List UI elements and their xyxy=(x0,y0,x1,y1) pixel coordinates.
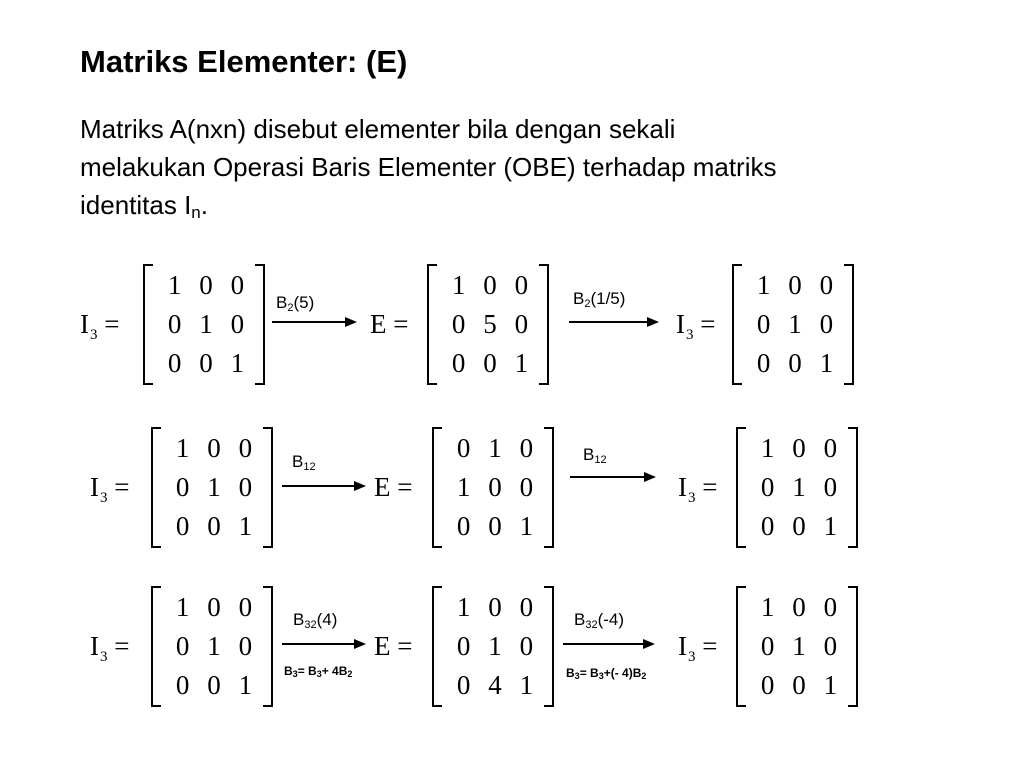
definition-line-2: melakukan Operasi Baris Elementer (OBE) terhadap matriks xyxy=(80,152,777,182)
matrix-cell: 0 xyxy=(456,631,471,661)
identity-label: $I_3$ = xyxy=(678,631,718,665)
matrix-cell: 0 xyxy=(756,348,771,378)
matrix-cell: 1 xyxy=(456,592,471,622)
matrix-cell: 0 xyxy=(823,433,838,463)
equation-row-3 xyxy=(90,584,860,709)
identity-matrix xyxy=(151,425,273,550)
matrix-cell: 0 xyxy=(823,631,838,661)
operation-label: $B_2(1/5)$ xyxy=(573,289,626,310)
operation-label: $B_{32}(4)$ xyxy=(293,610,338,631)
matrix-cell: 0 xyxy=(514,270,529,300)
matrix-cell: 0 xyxy=(788,348,802,378)
operation-note: $B_3= B_3+(-$ $4)B_2$ xyxy=(566,666,647,681)
matrix-cell: 1 xyxy=(792,472,806,502)
matrix-cell: 0 xyxy=(175,511,190,541)
operation-label: $B_{12}$ xyxy=(292,452,316,473)
identity-label: $I_3$ = xyxy=(80,309,120,343)
matrix-cell: 0 xyxy=(456,670,471,700)
matrix-cell: 1 xyxy=(519,670,534,700)
matrix-cell: 0 xyxy=(788,270,802,300)
matrix-cell: 0 xyxy=(175,472,190,502)
matrix-cell: 0 xyxy=(792,511,806,541)
matrix-cell: 1 xyxy=(514,348,529,378)
matrix-cell: 1 xyxy=(199,309,213,339)
matrix-cell: 1 xyxy=(230,348,245,378)
matrix-cell: 4 xyxy=(488,670,502,700)
matrix-cell: 1 xyxy=(819,348,834,378)
arrow-icon xyxy=(570,469,656,485)
arrow-icon xyxy=(569,314,659,330)
matrix-cell: 0 xyxy=(238,631,253,661)
matrix-cell: 0 xyxy=(792,592,806,622)
matrix-cell: 0 xyxy=(760,472,775,502)
elementary-label: E = xyxy=(370,309,409,339)
equation-row-2 xyxy=(90,425,860,550)
matrix-cell: 1 xyxy=(788,309,802,339)
matrix-cell: 0 xyxy=(238,592,253,622)
arrow-icon xyxy=(282,636,366,652)
identity-label: $I_3$ = xyxy=(90,472,130,506)
matrix-cell: 1 xyxy=(238,670,253,700)
elementary-matrix xyxy=(432,425,554,550)
equation-row-1 xyxy=(80,262,860,387)
matrix-cell: 0 xyxy=(483,270,497,300)
matrix-cell: 1 xyxy=(760,433,775,463)
matrix-cell: 0 xyxy=(207,592,221,622)
matrix-cell: 0 xyxy=(199,270,213,300)
operation-label: $B_{12}$ xyxy=(583,445,607,466)
elementary-label: E = xyxy=(374,472,413,502)
matrix-cell: 0 xyxy=(819,270,834,300)
identity-label: $I_3$ = xyxy=(90,631,130,665)
matrix-cell: 0 xyxy=(519,592,534,622)
matrix-cell: 0 xyxy=(167,348,182,378)
matrix-cell: 0 xyxy=(823,472,838,502)
matrix-cell: 1 xyxy=(823,511,838,541)
matrix-cell: 1 xyxy=(451,270,466,300)
matrix-cell: 0 xyxy=(238,433,253,463)
matrix-cell: 0 xyxy=(175,670,190,700)
matrix-cell: 0 xyxy=(519,631,534,661)
matrix-cell: 0 xyxy=(483,348,497,378)
matrix-cell: 1 xyxy=(175,433,190,463)
matrix-cell: 0 xyxy=(488,511,502,541)
matrix-cell: 0 xyxy=(175,631,190,661)
matrix-cell: 0 xyxy=(199,348,213,378)
matrix-cell: 0 xyxy=(207,670,221,700)
matrix-cell: 1 xyxy=(760,592,775,622)
operation-label: $B_2(5)$ xyxy=(276,293,315,314)
matrix-cell: 1 xyxy=(207,631,221,661)
matrix-cell: 0 xyxy=(207,433,221,463)
matrix-cell: 1 xyxy=(519,511,534,541)
identity-label: $I_3$ = xyxy=(676,309,716,343)
elementary-matrix xyxy=(427,262,549,387)
matrix-cell: 0 xyxy=(819,309,834,339)
identity-matrix xyxy=(732,262,854,387)
matrix-cell: 0 xyxy=(760,511,775,541)
matrix-cell: 1 xyxy=(792,631,806,661)
matrix-cell: 0 xyxy=(451,348,466,378)
matrix-cell: 0 xyxy=(792,433,806,463)
matrix-cell: 0 xyxy=(238,472,253,502)
matrix-cell: 1 xyxy=(823,670,838,700)
identity-matrix xyxy=(143,262,265,387)
matrix-cell: 5 xyxy=(483,309,497,339)
matrix-cell: 0 xyxy=(760,631,775,661)
matrix-cell: 0 xyxy=(207,511,221,541)
matrix-cell: 0 xyxy=(760,670,775,700)
matrix-cell: 1 xyxy=(175,592,190,622)
slide-title: Matriks Elementer: (E) xyxy=(80,44,408,79)
matrix-cell: 1 xyxy=(238,511,253,541)
elementary-label: E = xyxy=(374,631,413,661)
matrix-cell: 0 xyxy=(488,592,502,622)
arrow-icon xyxy=(282,478,366,494)
operation-label: $B_{32}(-4)$ xyxy=(574,610,625,631)
matrix-cell: 0 xyxy=(456,511,471,541)
matrix-cell: 1 xyxy=(207,472,221,502)
matrix-cell: 0 xyxy=(451,309,466,339)
identity-label: $I_3$ = xyxy=(678,472,718,506)
arrow-icon xyxy=(563,636,655,652)
matrix-cell: 0 xyxy=(514,309,529,339)
matrix-cell: 1 xyxy=(488,631,502,661)
identity-matrix xyxy=(736,584,858,709)
matrix-cell: 1 xyxy=(167,270,182,300)
arrow-icon xyxy=(272,314,357,330)
elementary-matrix xyxy=(432,584,554,709)
matrix-cell: 0 xyxy=(792,670,806,700)
matrix-cell: 0 xyxy=(756,309,771,339)
matrix-cell: 0 xyxy=(488,472,502,502)
matrix-cell: 0 xyxy=(230,309,245,339)
definition-line-3: identitas $I_n$. xyxy=(80,190,208,222)
matrix-cell: 1 xyxy=(456,472,471,502)
definition-line-1: Matriks A(nxn) disebut elementer bila dengan sekali xyxy=(80,114,676,144)
matrix-cell: 1 xyxy=(756,270,771,300)
matrix-cell: 0 xyxy=(519,472,534,502)
matrix-cell: 1 xyxy=(488,433,502,463)
matrix-cell: 0 xyxy=(823,592,838,622)
operation-note: $B_3= B_3+ 4B_2$ xyxy=(284,664,353,679)
identity-matrix xyxy=(736,425,858,550)
definition-text xyxy=(80,110,980,224)
identity-matrix xyxy=(151,584,273,709)
matrix-cell: 0 xyxy=(230,270,245,300)
matrix-cell: 0 xyxy=(519,433,534,463)
matrix-cell: 0 xyxy=(167,309,182,339)
matrix-cell: 0 xyxy=(456,433,471,463)
